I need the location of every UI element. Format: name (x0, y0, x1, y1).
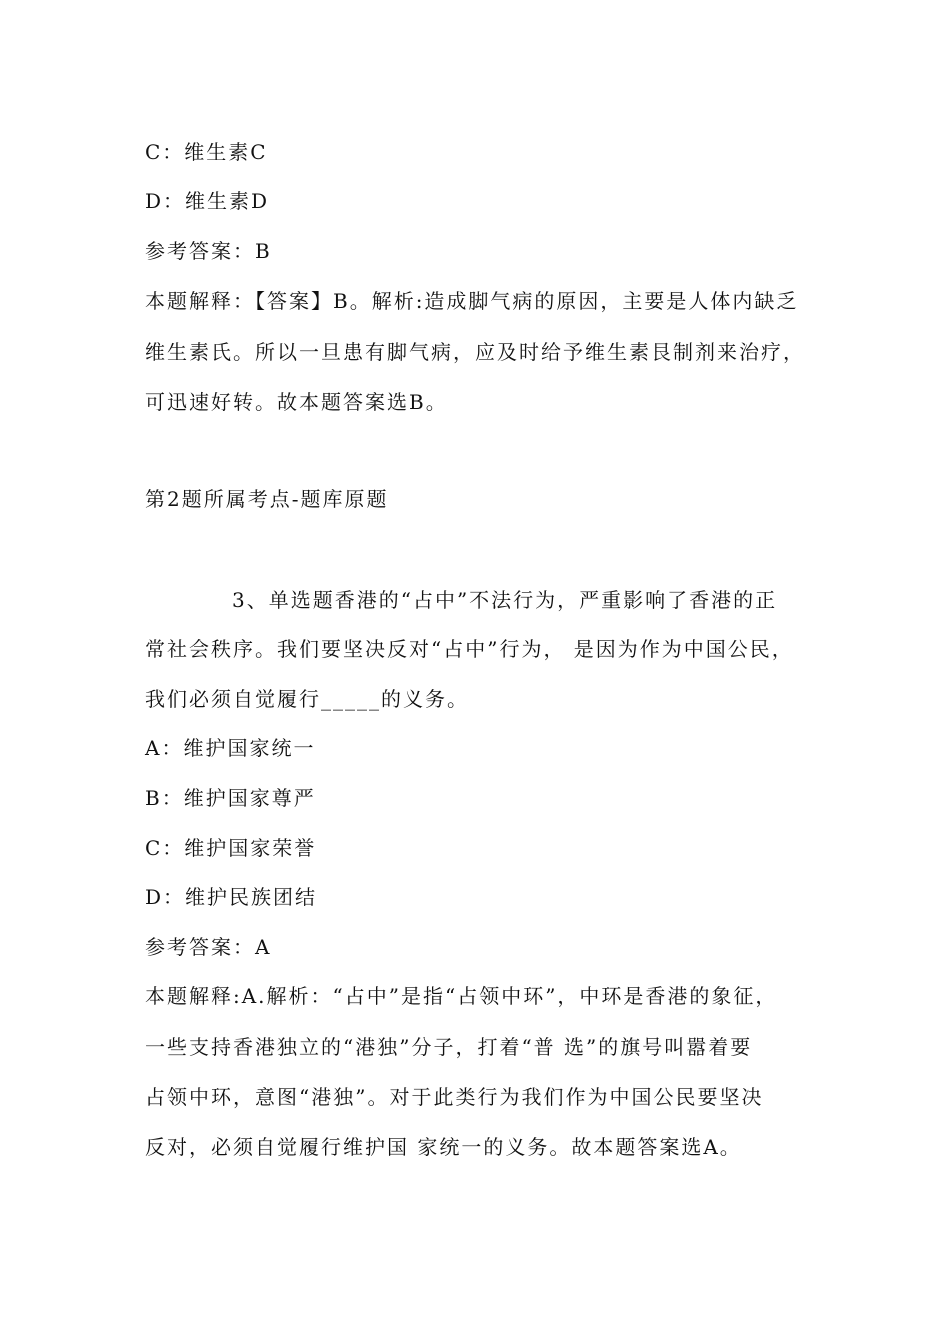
q3-question-line: 3、单选题香港的“占中”不法行为，严重影响了香港的正 (232, 588, 778, 612)
q2-explanation-line: 维生素氏。所以一旦患有脚气病，应及时给予维生素艮制剂来治疗， (145, 340, 805, 364)
q2-explanation-line: 本题解释：【答案】B。解析:造成脚气病的原因，主要是人体内缺乏 (145, 289, 799, 313)
q3-option-d: D：维护民族团结 (145, 885, 318, 909)
q2-answer: 参考答案：B (145, 239, 272, 263)
q3-explanation-line: 占领中环，意图“港独”。对于此类行为我们作为中国公民要坚决 (145, 1085, 764, 1109)
q3-question-line: 我们必须自觉履行_____的义务。 (145, 687, 469, 711)
q3-option-c: C：维护国家荣誉 (145, 836, 317, 860)
q3-answer: 参考答案：A (145, 935, 272, 959)
q3-question-line: 常社会秩序。我们要坚决反对“占中”行为， 是因为作为中国公民， (145, 637, 794, 661)
q3-explanation-line: 本题解释:A.解析：“占中”是指“占领中环”，中环是香港的象征， (145, 984, 778, 1008)
q3-option-a: A：维护国家统一 (145, 736, 316, 760)
q3-explanation-line: 反对，必须自觉履行维护国 家统一的义务。故本题答案选A。 (145, 1135, 742, 1159)
q3-explanation-line: 一些支持香港独立的“港独”分子，打着“普 选”的旗号叫嚣着要 (145, 1035, 753, 1059)
q2-option-c: C：维生素C (145, 140, 268, 164)
q2-topic: 第2题所属考点-题库原题 (145, 487, 389, 511)
q2-option-d: D：维生素D (145, 189, 270, 213)
q3-option-b: B：维护国家尊严 (145, 786, 316, 810)
q2-explanation-line: 可迅速好转。故本题答案选B。 (145, 390, 448, 414)
